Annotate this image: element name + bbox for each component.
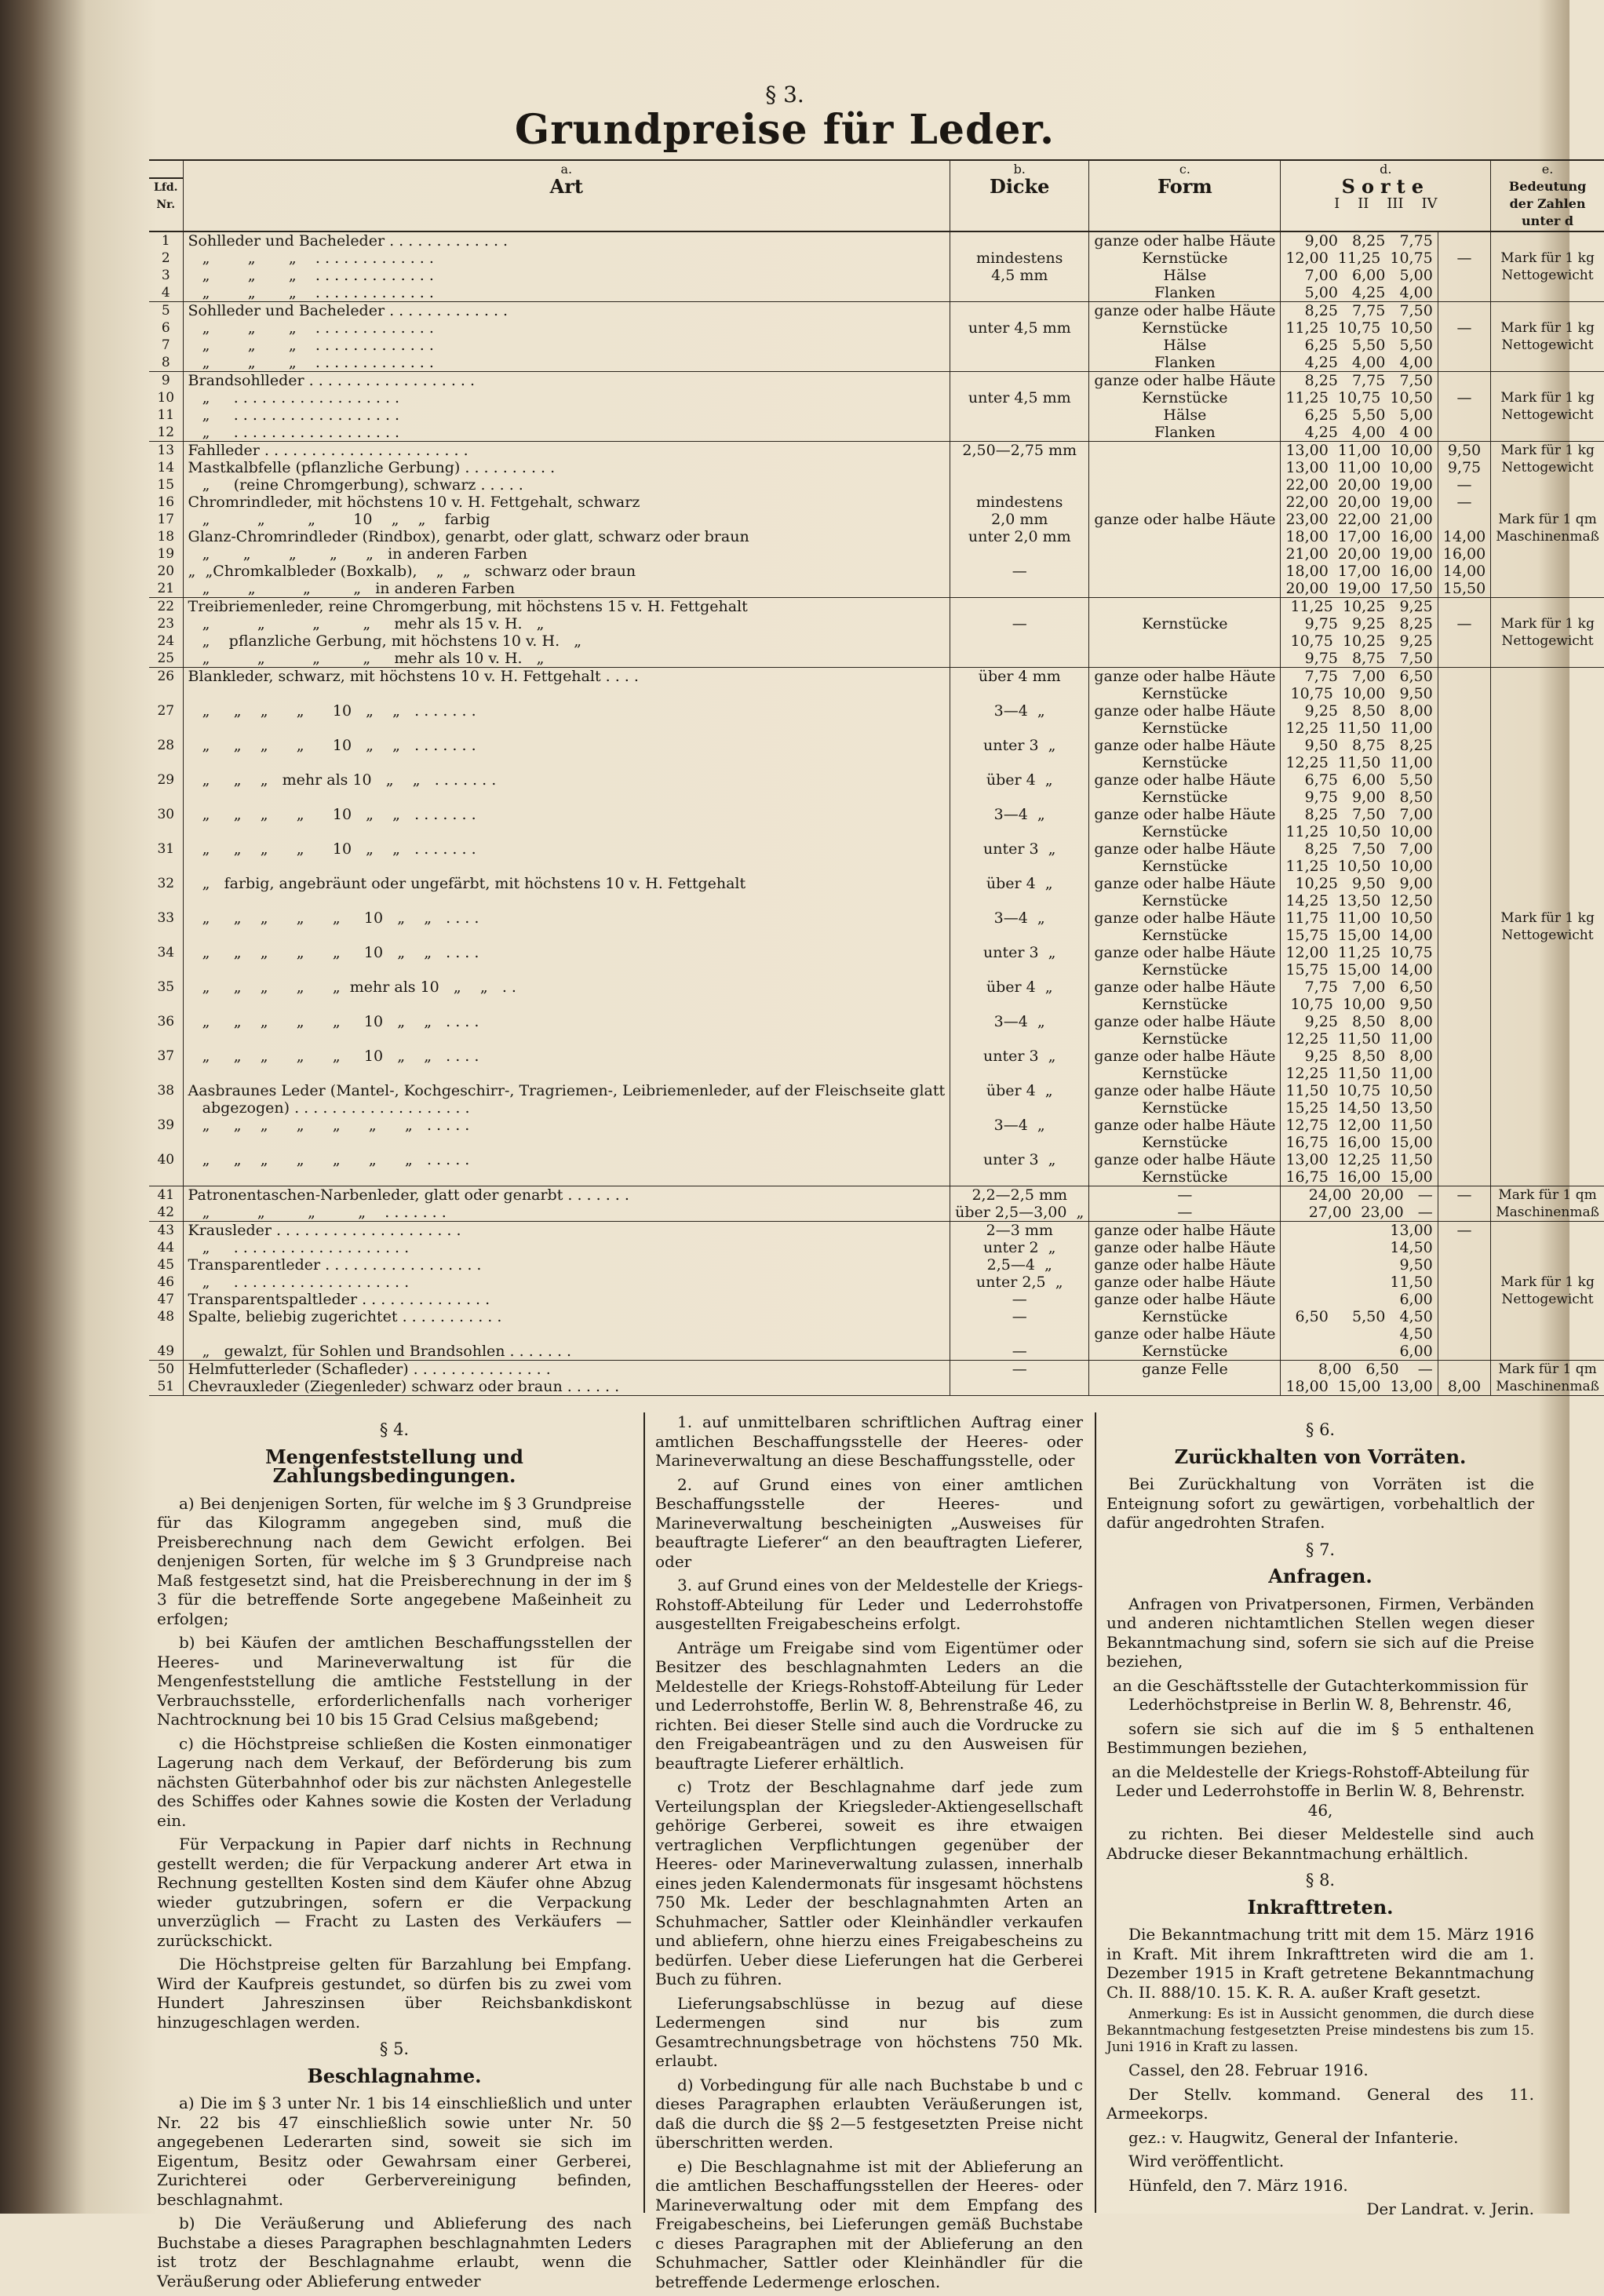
column-divider <box>643 1412 645 2213</box>
header-art: Art <box>183 178 950 231</box>
row-numbers: 50 51 <box>149 1361 183 1396</box>
row-bedeutung: Mark für 1 kg Nettogewicht <box>1491 598 1604 668</box>
row-form: ganze oder halbe Häute Kernstücke Hälse Flanken <box>1089 302 1281 372</box>
publication-note: Wird veröffentlicht. <box>1128 2152 1285 2170</box>
list-item: 1. auf unmittelbaren schriftlichen Auftrag einer amtlichen Beschaffungsstelle der Heeres- oder Marineverwaltung an diese Beschaffungsstelle, oder <box>655 1412 1083 1470</box>
row-art: Brandsohlleder . . . . . . . . . . . . . . . . . . „ . . . . . . . . . . . . . . . . . . „ . . . . . . . . . . . . . . . . . . „ . . . . . . . . . . . . . . . . . . <box>183 372 950 442</box>
table-row <box>149 442 1604 598</box>
section-6-title: Zurückhalten von Vorräten. <box>1174 1445 1467 1468</box>
section-6-number: § 6. <box>1305 1420 1336 1439</box>
row-sorte: 7,75 7,00 6,50 10,75 10,00 9,50 9,25 8,50 8,00 12,25 11,50 11,00 9,50 8,75 8,25 12,25 11,50 11,00 6,75 6,00 5,50 9,75 9,00 8,50 8,25 7,50 7,00 11,25 10,50 10,00 8,25 7,50 7,00 11,25 10,50 10,00 10,25 9,50 9,00 14,25 13,50 12,50 11,75 11,00 10,50 15,75 15,00 14,00 12,00 11,25 10,75 15,75 15,00 14,00 7,75 7,00 6,50 10,75 10,00 9,50 9,25 8,50 8,00 12,25 11,50 11,00 9,25 8,50 8,00 12,25 11,50 11,00 11,50 10,75 10,50 15,25 14,50 13,50 12,75 12,00 11,50 16,75 16,00 15,00 13,00 12,25 11,50 16,75 16,00 15,00 <box>1281 668 1438 1186</box>
place-date: Hünfeld, den 7. März 1916. <box>1128 2175 1348 2195</box>
place-date: Cassel, den 28. Februar 1916. <box>1128 2061 1369 2079</box>
price-table <box>149 159 1604 1396</box>
section-4-number: § 4. <box>379 1420 410 1439</box>
row-art: Sohlleder und Bacheleder . . . . . . . . . . . . . „ „ „ . . . . . . . . . . . . . „ „ „ . . . . . . . . . . . . . „ „ „ . . . . . . . . . . . . . <box>183 231 950 302</box>
row-sorte-iv: — <box>1438 598 1490 668</box>
row-art: Blankleder, schwarz, mit höchstens 10 v. H. Fettgehalt . . . . „ „ „ „ 10 „ „ . . . . . . . „ „ „ „ 10 „ „ . . . . . . . „ „ „ mehr als 10 „ „ . . . . . . . „ „ „ „ 10 „ „ . . . . . . . „ „ „ „ 10 „ „ . . . . . . . „ farbig, angebräunt oder ungefärbt, mit höchstens 10 v. H. Fettgehalt „ „ „ „ „ 10 „ „ . . . . „ „ „ „ „ 10 „ „ . . . . „ „ „ „ „ mehr als 10 „ „ . . „ „ „ „ „ 10 „ „ . . . . „ „ „ „ „ 10 „ „ . . . . Aasbraunes Leder (Mantel-, Kochgeschirr-, Tragriemen-, Leibriemenleder, auf der Fleischseite glatt abgezogen) . . . . . . . . . . . . . . . . . . . „ „ „ „ „ „ „ . . . . . „ „ „ „ „ „ „ . . . . . <box>183 668 950 1186</box>
row-art: Krausleder . . . . . . . . . . . . . . . . . . . . „ . . . . . . . . . . . . . . . . . . . Transparentleder . . . . . . . . . . . . . . . . . „ . . . . . . . . . . . . . . . . . . . Transparentspaltleder . . . . . . . . . . . . . . Spalte, beliebig zugerichtet . . . . . . . . . . . „ gewalzt, für Sohlen und Brandsohlen . . . . . . . <box>183 1222 950 1361</box>
note: Anmerkung: Es ist in Aussicht genommen, die durch diese Bekanntmachung festgesetzten Preise mindestens bis zum 15. Juni 1916 in Kraft zu lassen. <box>1106 2006 1534 2055</box>
paragraph: b) bei Käufen der amtlichen Beschaffungsstellen der Heeres- und Marineverwaltung ist für die Mengenfeststellung die amtliche Feststellung in der Verbrauchsstelle, erforderlichenfalls nach vorheriger Nachtrocknung bei 10 bis 15 Grad Celsius maßgebend; <box>157 1633 632 1729</box>
paragraph: e) Die Beschlagnahme ist mit der Ablieferung an die amtlichen Beschaffungsstellen der Heeres- oder Marineverwaltung oder mit dem Empfang des Freigabescheins, bei Lieferungen gemäß Buchstabe c dieses Paragraphen mit der Ablieferung an den Schuhmacher, Sattler oder Kleinhändler für die betreffende Ledermenge erloschen. <box>655 2156 1083 2291</box>
row-dicke: über 4 mm 3—4 „ unter 3 „ über 4 „ 3—4 „ unter 3 „ über 4 „ 3—4 „ unter 3 „ über 4 „ 3—4 „ unter 3 „ über 4 „ 3—4 „ unter 3 „ <box>950 668 1089 1186</box>
row-sorte: 9,00 8,25 7,75 12,00 11,25 10,75 7,00 6,00 5,00 5,00 4,25 4,00 <box>1281 231 1438 302</box>
row-sorte: 8,25 7,75 7,50 11,25 10,75 10,50 6,25 5,50 5,00 4,25 4,00 4 00 <box>1281 372 1438 442</box>
col-a-letter: a. <box>183 160 950 178</box>
col-b-letter: b. <box>950 160 1089 178</box>
row-sorte: 11,25 10,25 9,25 9,75 9,25 8,25 10,75 10,25 9,25 9,75 8,75 7,50 <box>1281 598 1438 668</box>
page-title: Grundpreise für Leder. <box>514 106 1055 154</box>
header-sorte-label: Sorte <box>1341 175 1430 198</box>
row-sorte-iv: — <box>1438 1222 1490 1361</box>
paragraph: Anträge um Freigabe sind vom Eigentümer oder Besitzer des beschlagnahmten Leders an die Meldestelle der Kriegs-Rohstoff-Abteilung für Leder und Lederrohstoffe, Berlin W. 8, Behrenstraße 46, zu richten. Bei dieser Stelle sind auch die Vordrucke zu den Freigabeanträgen und zu den Ausweisen für beauftragte Lieferer erhältlich. <box>655 1638 1083 1773</box>
paragraph: d) Vorbedingung für alle nach Buchstabe b und c dieses Paragraphen erlaubten Veräußerungen ist, daß die durch die §§ 2—5 festgesetzten Preise nicht überschritten werden. <box>655 2075 1083 2152</box>
col-d-letter: d. <box>1281 160 1491 178</box>
list-item: 2. auf Grund eines von einer amtlichen Beschaffungsstelle der Heeres- und Marineverwaltung bescheinigten „Ausweises für beauftragte Lieferer“ an den beauftragten Lieferer, oder <box>655 1474 1083 1571</box>
col-c-letter: c. <box>1089 160 1281 178</box>
row-dicke: 2—3 mm unter 2 „ 2,5—4 „ unter 2,5 „ — — — <box>950 1222 1089 1361</box>
header-nr: Lfd. Nr. <box>149 178 183 231</box>
row-art: Patronentaschen-Narbenleder, glatt oder genarbt . . . . . . . „ „ „ „ . . . . . . . <box>183 1186 950 1222</box>
row-numbers: 1 2 3 4 <box>149 231 183 302</box>
header-form: Form <box>1089 178 1281 231</box>
paragraph: an die Geschäftsstelle der Gutachterkommission für Lederhöchstpreise in Berlin W. 8, Behrenstr. 46, <box>1113 1675 1528 1714</box>
row-sorte-iv: 9,50 9,75 — — 14,00 16,00 14,00 15,50 <box>1438 442 1490 598</box>
row-numbers: 22 23 24 25 <box>149 598 183 668</box>
paragraph: zu richten. Bei dieser Meldestelle sind auch Abdrucke dieser Bekanntmachung erhältlich. <box>1106 1824 1534 1863</box>
row-sorte-iv: — <box>1438 372 1490 442</box>
row-dicke: — <box>950 598 1089 668</box>
row-sorte: 13,00 11,00 10,00 13,00 11,00 10,00 22,00 20,00 19,00 22,00 20,00 19,00 23,00 22,00 21,00 18,00 17,00 16,00 21,00 20,00 19,00 18,00 17,00 16,00 20,00 19,00 17,50 <box>1281 442 1438 598</box>
row-bedeutung: Mark für 1 kg Nettogewicht <box>1491 231 1604 302</box>
table-row <box>149 598 1604 668</box>
col-e-letter: e. <box>1491 160 1604 178</box>
paragraph: an die Meldestelle der Kriegs-Rohstoff-Abteilung für Leder und Lederrohstoffe in Berlin W. 8, Behrenstr. 46, <box>1111 1762 1529 1820</box>
row-numbers: 9 10 11 12 <box>149 372 183 442</box>
paragraph: Für Verpackung in Papier darf nichts in Rechnung gestellt werden; die für Verpackung anderer Art etwa in Rechnung gestellten Kosten sind dem Käufer ohne Abzug wieder gutzubringen, sofern er die Verpackung unverzüglich — Fracht zu Lasten des Verkäufers — zurückschickt. <box>157 1835 632 1950</box>
section-7-title: Anfragen. <box>1268 1565 1373 1587</box>
list-item: 3. auf Grund eines von der Meldestelle der Kriegs-Rohstoff-Abteilung für Leder und Lederrohstoffe ausgestellten Freigabescheins erfolgt. <box>655 1576 1083 1633</box>
table-row <box>149 302 1604 372</box>
row-art: Sohlleder und Bacheleder . . . . . . . . . . . . . „ „ „ . . . . . . . . . . . . . „ „ „ . . . . . . . . . . . . . „ „ „ . . . . . . . . . . . . . <box>183 302 950 372</box>
row-form: Kernstücke <box>1089 598 1281 668</box>
row-dicke: — <box>950 1361 1089 1396</box>
row-bedeutung: Mark für 1 kg Nettogewicht <box>1491 668 1604 1186</box>
row-form: ganze oder halbe Häute ganze oder halbe Häute ganze oder halbe Häute ganze oder halbe Häute ganze oder halbe Häute Kernstücke ganze oder halbe Häute Kernstücke <box>1089 1222 1281 1361</box>
row-form: ganze oder halbe Häute Kernstücke ganze oder halbe Häute Kernstücke ganze oder halbe Häute Kernstücke ganze oder halbe Häute Kernstücke ganze oder halbe Häute Kernstücke ganze oder halbe Häute Kernstücke ganze oder halbe Häute Kernstücke ganze oder halbe Häute Kernstücke ganze oder halbe Häute Kernstücke ganze oder halbe Häute Kernstücke ganze oder halbe Häute Kernstücke ganze oder halbe Häute Kernstücke ganze oder halbe Häute Kernstücke ganze oder halbe Häute Kernstücke ganze oder halbe Häute Kernstücke <box>1089 668 1281 1186</box>
table-row <box>149 231 1604 302</box>
paragraph: Lieferungsabschlüsse in bezug auf diese Ledermengen sind nur bis zum Gesamtrechnungsbetrage von höchstens 750 Mk. erlaubt. <box>655 1993 1083 2070</box>
row-sorte-iv <box>1438 668 1490 1186</box>
section-5-title: Beschlagnahme. <box>307 2064 482 2087</box>
table-row <box>149 668 1604 1186</box>
paragraph: a) Bei denjenigen Sorten, für welche im § 3 Grundpreise für das Kilogramm angegeben sind, muß die Preisberechnung nach dem Gewicht erfolgen. Bei denjenigen Sorten, für welche im § 3 Grundpreise nach Maß festgesetzt sind, hat die Preisberechnung in der im § 3 für die betreffende Sorte angegebene Maßeinheit zu erfolgen; <box>157 1493 632 1628</box>
row-art: Helmfutterleder (Schafleder) . . . . . . . . . . . . . . . Chevrauxleder (Ziegenleder) schwarz oder braun . . . . . . <box>183 1361 950 1396</box>
row-dicke: 2,50—2,75 mm mindestens 2,0 mm unter 2,0 mm — <box>950 442 1089 598</box>
row-numbers: 43 44 45 46 47 48 49 <box>149 1222 183 1361</box>
table-row <box>149 1186 1604 1222</box>
row-art: Treibriemenleder, reine Chromgerbung, mit höchstens 15 v. H. Fettgehalt „ „ „ „ mehr als 15 v. H. „ „ pflanzliche Gerbung, mit höchstens 10 v. H. „ „ „ „ „ mehr als 10 v. H. „ <box>183 598 950 668</box>
row-numbers: 13 14 15 16 17 18 19 20 21 <box>149 442 183 598</box>
signature: Der Stellv. kommand. General des 11. Armeekorps. <box>1106 2084 1534 2123</box>
section-7-number: § 7. <box>1305 1540 1336 1559</box>
section-4-title: Mengenfeststellung und Zahlungsbedingungen. <box>265 1445 523 1487</box>
row-sorte-iv: 8,00 <box>1438 1361 1490 1396</box>
section-number: § 3. <box>765 82 804 108</box>
table-row <box>149 1222 1604 1361</box>
row-sorte: 8,00 6,50 — 18,00 15,00 13,00 <box>1281 1361 1438 1396</box>
row-numbers: 26 27 28 29 30 31 32 33 34 35 36 37 38 39 40 <box>149 668 183 1186</box>
row-dicke: mindestens 4,5 mm <box>950 231 1089 302</box>
row-bedeutung: Mark für 1 qm Maschinenmaß <box>1491 1186 1604 1222</box>
column-divider <box>1095 1412 1096 2213</box>
header-bedeutung: Bedeutung der Zahlen unter d <box>1491 178 1604 231</box>
row-sorte-iv: — <box>1438 302 1490 372</box>
paragraph: b) Die Veräußerung und Ablieferung des nach Buchstabe a dieses Paragraphen beschlagnahmten Leders ist trotz der Beschlagnahme erlaubt, wenn die Veräußerung oder Ablieferung entweder <box>157 2214 632 2291</box>
row-art: Fahlleder . . . . . . . . . . . . . . . . . . . . . . Mastkalbfelle (pflanzliche Gerbung) . . . . . . . . . . „ (reine Chromgerbung), schwarz . . . . . Chromrindleder, mit höchstens 10 v. H. Fettgehalt, schwarz „ „ „ 10 „ „ farbig Glanz-Chromrindleder (Rindbox), genarbt, oder glatt, schwarz oder braun „ „ „ „ „ in anderen Farben „ „Chromkalbleder (Boxkalb), „ „ schwarz oder braun „ „ „ „ in anderen Farben <box>183 442 950 598</box>
section-8-title: Inkrafttreten. <box>1247 1895 1394 1919</box>
paragraph: Die Höchstpreise gelten für Barzahlung bei Empfang. Wird der Kaufpreis gestundet, so dürfen bis zu zwei vom Hundert Jahreszinsen über Reichsbankdiskont hinzugeschlagen werden. <box>157 1955 632 2032</box>
paragraph: Anfragen von Privatpersonen, Firmen, Verbänden und anderen nichtamtlichen Stellen wegen dieser Bekanntmachung sind, sofern sie sich auf die Preise beziehen, <box>1106 1594 1534 1671</box>
row-bedeutung: Mark für 1 kg Nettogewicht <box>1491 372 1604 442</box>
table-row <box>149 372 1604 442</box>
column-middle <box>655 1412 1083 2296</box>
header-sorte <box>1281 175 1491 231</box>
row-sorte: 24,00 20,00 — 27,00 23,00 — <box>1281 1186 1438 1222</box>
row-form: ganze oder halbe Häute Kernstücke Hälse Flanken <box>1089 231 1281 302</box>
row-sorte: 8,25 7,75 7,50 11,25 10,75 10,50 6,25 5,50 5,50 4,25 4,00 4,00 <box>1281 302 1438 372</box>
header-dicke: Dicke <box>950 178 1089 231</box>
row-numbers: 41 42 <box>149 1186 183 1222</box>
row-sorte-iv: — <box>1438 231 1490 302</box>
paragraph: c) Trotz der Beschlagnahme darf jede zum Verteilungsplan der Kriegsleder-Aktiengesellschaft gehörige Gerberei, soweit es ihre etwaigen vertraglichen Verpflichtungen gegenüber der Heeres- oder Marineverwaltung zulassen, innerhalb eines jeden Kalendermonats für insgesamt höchstens 750 Mk. Leder der beschlagnahmten Arten an Schuhmacher, Sattler oder Kleinhändler verkaufen und abliefern, ohne hierzu eines Freigabescheins zu bedürfen. Ueber diese Lieferungen hat die Gerberei Buch zu führen. <box>655 1777 1083 1988</box>
paragraph: a) Die im § 3 unter Nr. 1 bis 14 einschließlich und unter Nr. 22 bis 47 einschließlich sowie unter Nr. 50 angegebenen Lederarten sind, soweit sie sich im Eigentum, Besitz oder Gewahrsam einer Gerberei, Zurichterei oder Gerbervereinigung befinden, beschlagnahmt. <box>157 2094 632 2209</box>
row-dicke: unter 4,5 mm <box>950 302 1089 372</box>
table-row <box>149 1361 1604 1396</box>
header-row <box>149 178 1604 231</box>
signature: gez.: v. Haugwitz, General der Infanterie. <box>1128 2127 1459 2147</box>
row-bedeutung: Mark für 1 kg Nettogewicht <box>1491 1222 1604 1361</box>
row-dicke: 2,2—2,5 mm über 2,5—3,00 „ <box>950 1186 1089 1222</box>
row-form: ganze Felle <box>1089 1361 1281 1396</box>
row-bedeutung: Mark für 1 kg Nettogewicht <box>1491 302 1604 372</box>
row-bedeutung: Mark für 1 kg Nettogewicht Mark für 1 qm Maschinenmaß <box>1491 442 1604 598</box>
row-bedeutung: Mark für 1 qm Maschinenmaß <box>1491 1361 1604 1396</box>
column-right <box>1106 1412 1534 2224</box>
table-body <box>149 231 1604 1396</box>
paragraph: Die Bekanntmachung tritt mit dem 15. März 1916 in Kraft. Mit ihrem Inkrafttreten wird die am 1. Dezember 1915 in Kraft getretene Bekanntmachung Ch. II. 888/10. 15. K. R. A. außer Kraft gesetzt. <box>1106 1925 1534 2002</box>
paragraph: sofern sie sich auf die im § 5 enthaltenen Bestimmungen beziehen, <box>1106 1718 1534 1757</box>
section-5-number: § 5. <box>379 2039 410 2058</box>
section-8-number: § 8. <box>1305 1871 1336 1890</box>
paragraph: c) die Höchstpreise schließen die Kosten einmonatiger Lagerung nach dem Verkauf, der Beförderung bis zum nächsten Güterbahnhof oder bis zur nächsten Anlegestelle des Schiffes oder Kahnes sowie die Kosten der Verladung ein. <box>157 1733 632 1830</box>
paragraph: Bei Zurückhaltung von Vorräten ist die Enteignung sofort zu gewärtigen, vorbehaltlich der dafür angedrohten Strafen. <box>1106 1474 1534 1532</box>
row-sorte-iv: — <box>1438 1186 1490 1222</box>
header-sorte-cols: I II III IV <box>1334 195 1438 212</box>
row-numbers: 5 6 7 8 <box>149 302 183 372</box>
row-sorte: 13,00 14,50 9,50 11,50 6,00 6,50 5,50 4,50 4,50 6,00 <box>1281 1222 1438 1361</box>
row-form: — — <box>1089 1186 1281 1222</box>
signature: Der Landrat. v. Jerin. <box>1366 2199 1534 2218</box>
column-left <box>157 1412 632 2295</box>
row-form: ganze oder halbe Häute <box>1089 442 1281 598</box>
row-form: ganze oder halbe Häute Kernstücke Hälse Flanken <box>1089 372 1281 442</box>
row-dicke: unter 4,5 mm <box>950 372 1089 442</box>
